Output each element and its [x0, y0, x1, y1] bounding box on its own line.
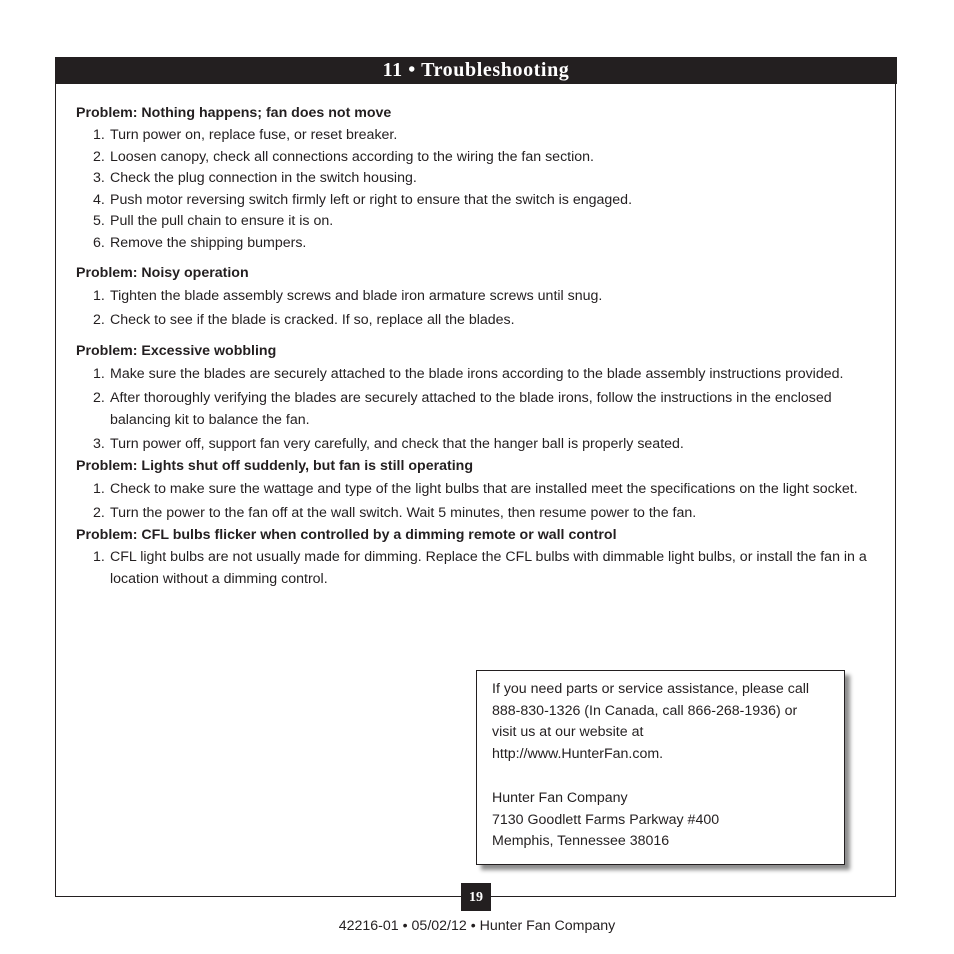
solution-step	[93, 547, 876, 590]
solution-step	[93, 125, 876, 147]
problem-heading: Problem: Nothing happens; fan does not move	[76, 105, 392, 121]
step-number: 5.	[93, 213, 105, 229]
solution-list	[76, 478, 876, 524]
step-number: 3.	[93, 170, 105, 186]
problem-heading: Problem: Lights shut off suddenly, but fan is still operating	[76, 458, 473, 474]
step-number: 1.	[93, 481, 105, 497]
solution-step	[93, 190, 876, 212]
section-header	[55, 57, 897, 84]
solution-step	[93, 309, 876, 332]
step-number: 2.	[93, 148, 105, 165]
solution-list	[76, 547, 876, 590]
service-info-text: If you need parts or service assistance, please call	[492, 681, 810, 697]
solution-step	[93, 233, 876, 255]
step-text: CFL light bulbs are not usually made for dimming. Replace the CFL bulbs with dimmable light bulbs, or install the fan in a location without a dimming control.	[110, 549, 867, 587]
solution-list	[76, 363, 876, 455]
step-text: Turn power off, support fan very carefully, and check that the hanger ball is properly seated.	[110, 435, 684, 452]
solution-step	[93, 478, 876, 501]
step-text: Check the plug connection in the switch housing.	[110, 170, 417, 186]
step-text: Turn the power to the fan off at the wall switch. Wait 5 minutes, then resume power to the fan.	[110, 504, 697, 521]
problem-section	[76, 341, 876, 455]
solution-step	[93, 147, 876, 169]
step-number: 3.	[93, 435, 105, 452]
problem-section	[76, 456, 876, 524]
problem-section	[76, 263, 876, 331]
step-text: Check to see if the blade is cracked. If so, replace all the blades.	[110, 311, 515, 328]
step-text: Push motor reversing switch firmly left or right to ensure that the switch is engaged.	[110, 191, 633, 208]
company-address-street: 7130 Goodlett Farms Parkway #400	[492, 811, 720, 828]
step-number: 1.	[93, 366, 105, 382]
company-name: Hunter Fan Company	[492, 789, 628, 806]
problem-heading: Problem: Noisy operation	[76, 265, 249, 281]
step-number: 4.	[93, 191, 105, 208]
step-text: Make sure the blades are securely attached to the blade irons according to the blade assembly instructions provided.	[110, 366, 844, 382]
step-text: Pull the pull chain to ensure it is on.	[110, 213, 334, 229]
step-number: 2.	[93, 389, 105, 406]
company-address-city: Memphis, Tennessee 38016	[492, 833, 670, 850]
step-text: Tighten the blade assembly screws and blade iron armature screws until snug.	[110, 288, 603, 304]
troubleshooting-content	[76, 103, 876, 590]
step-text: Remove the shipping bumpers.	[110, 234, 307, 251]
solution-step	[93, 211, 876, 233]
solution-step	[93, 502, 876, 525]
step-text: After thoroughly verifying the blades are securely attached to the blade irons, follow the instructions in the enclosed balancing kit to balance the fan.	[110, 389, 832, 428]
page-footer: 42216-01 • 05/02/12 • Hunter Fan Company	[338, 918, 616, 934]
step-number: 6.	[93, 234, 105, 251]
section-title: 11 • Troubleshooting	[382, 59, 570, 81]
solution-step	[93, 285, 876, 308]
service-website-intro: visit us at our website at	[492, 724, 644, 741]
step-number: 1.	[93, 549, 105, 565]
problem-section	[76, 103, 876, 254]
website-link[interactable]: http://www.HunterFan.com.	[492, 746, 664, 763]
solution-step	[93, 363, 876, 386]
step-number: 1.	[93, 288, 105, 304]
solution-list	[76, 285, 876, 331]
spacer	[492, 766, 830, 788]
step-text: Check to make sure the wattage and type of the light bulbs that are installed meet the specifications on the light socket.	[110, 481, 858, 497]
service-info-box	[476, 670, 845, 865]
problem-heading: Problem: CFL bulbs flicker when controlled by a dimming remote or wall control	[76, 527, 617, 543]
step-number: 1.	[93, 127, 105, 143]
step-text: Turn power on, replace fuse, or reset breaker.	[110, 127, 398, 143]
problem-heading: Problem: Excessive wobbling	[76, 343, 277, 359]
step-text: Loosen canopy, check all connections according to the wiring the fan section.	[110, 148, 594, 165]
step-number: 2.	[93, 504, 105, 521]
step-number: 2.	[93, 311, 105, 328]
service-phone-text: 888-830-1326 (In Canada, call 866-268-1936) or	[492, 702, 798, 719]
solution-step	[93, 387, 876, 432]
problem-section	[76, 525, 876, 590]
solution-step	[93, 433, 876, 456]
solution-list	[76, 125, 876, 254]
solution-step	[93, 168, 876, 190]
page-number: 19	[461, 883, 491, 911]
